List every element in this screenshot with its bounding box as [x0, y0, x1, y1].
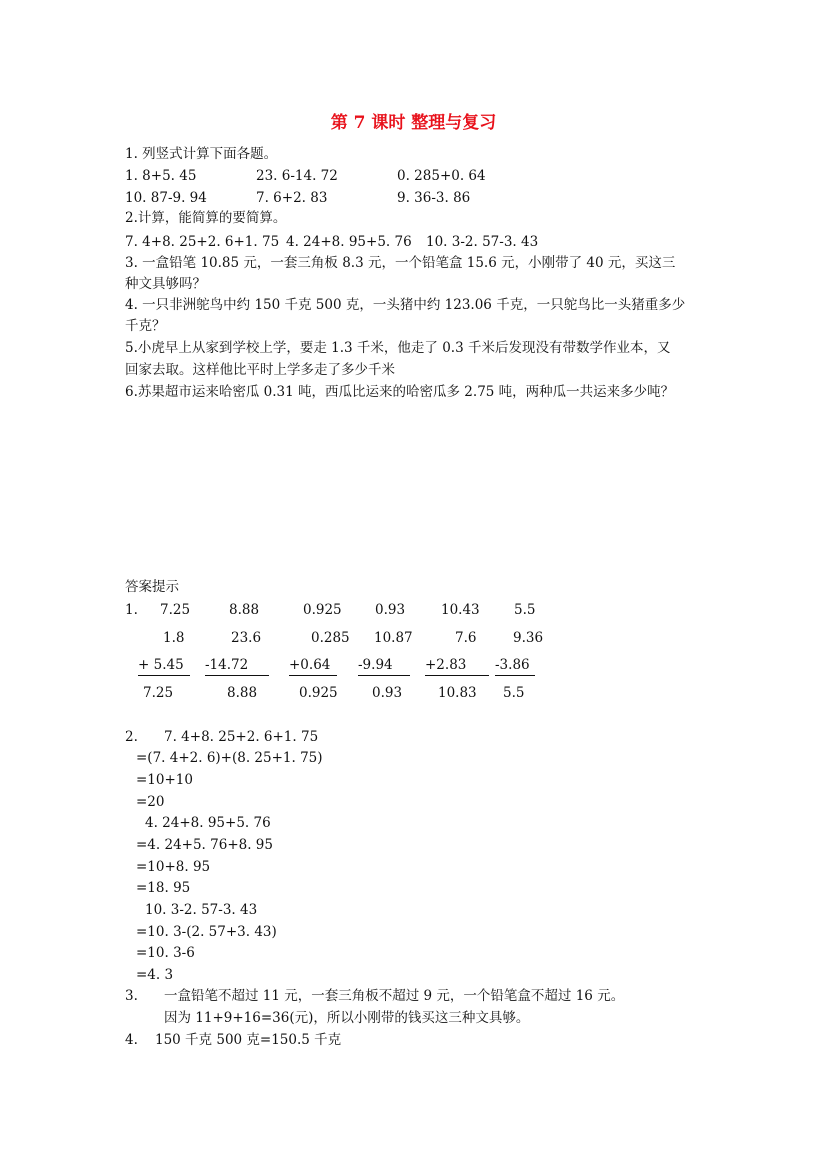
answer-1-operand: 7.6: [455, 630, 477, 646]
question-4-line-2: 千克？: [125, 318, 166, 334]
answer-1-sum: 5.5: [503, 685, 525, 701]
answer-1-result: 7.25: [160, 602, 191, 618]
answer-2-line: =20: [136, 794, 165, 810]
answer-3-label: 3.: [125, 988, 138, 1004]
answer-2-line: =(7. 4+2. 6)+(8. 25+1. 75): [136, 750, 323, 766]
answer-3-line-2: 因为 11+9+16=36(元)，所以小刚带的钱买这三种文具够。: [164, 1010, 530, 1026]
question-2-title: 2.计算，能简算的要简算。: [125, 210, 287, 226]
answer-1-result: 0.925: [303, 602, 342, 618]
question-1-title: 1. 列竖式计算下面各题。: [125, 146, 278, 162]
answer-2-line: 10. 3-2. 57-3. 43: [145, 902, 258, 918]
answer-1-operand: 23.6: [231, 630, 262, 646]
question-1-item: 9. 36-3. 86: [397, 190, 471, 206]
answer-2-line: =4. 3: [136, 967, 174, 983]
answer-2-line: 7. 4+8. 25+2. 6+1. 75: [164, 729, 319, 745]
answer-4-line-1: 150 千克 500 克=150.5 千克: [155, 1032, 342, 1048]
question-2-items: [125, 236, 685, 252]
answer-1-operator-line: -9.94: [358, 659, 410, 676]
answer-1-result: 0.93: [375, 602, 406, 618]
answer-1-label: 1.: [125, 602, 138, 618]
question-2-item: 10. 3-2. 57-3. 43: [426, 234, 539, 250]
question-1-item: 7. 6+2. 83: [256, 190, 328, 206]
answer-1-operand: 9.36: [513, 630, 544, 646]
answer-2-line: =10+10: [136, 772, 193, 788]
answer-2-label: 2.: [125, 729, 138, 745]
answer-2-line: =18. 95: [136, 880, 191, 896]
answer-1-sum: 0.925: [299, 685, 338, 701]
answer-2-line: =4. 24+5. 76+8. 95: [136, 837, 273, 853]
question-3-line-1: 3. 一盒铅笔 10.85 元，一套三角板 8.3 元，一个铅笔盒 15.6 元，小刚带了 40 元，买这三: [125, 255, 676, 271]
answer-1-operator-row: [0, 659, 827, 679]
question-5-line-1: 5.小虎早上从家到学校上学，要走 1.3 千米，他走了 0.3 千米后发现没有带数学作业本，又: [125, 340, 671, 356]
answers-heading: 答案提示: [125, 579, 179, 595]
question-2-item: 7. 4+8. 25+2. 6+1. 75: [125, 234, 280, 250]
question-3-line-2: 种文具够吗？: [125, 276, 206, 292]
answer-1-sum: 7.25: [143, 685, 174, 701]
answer-1-operator-line: +0.64: [289, 659, 337, 676]
question-1-item: 23. 6-14. 72: [256, 168, 338, 184]
answer-2-line: =10. 3-6: [136, 945, 195, 961]
answer-1-sum: 10.83: [438, 685, 477, 701]
question-5-line-2: 回家去取。这样他比平时上学多走了多少千米: [125, 362, 395, 378]
question-2-item: 4. 24+8. 95+5. 76: [286, 234, 412, 250]
answer-1-operator-line: -3.86: [495, 659, 535, 676]
answer-1-operand: 0.285: [311, 630, 350, 646]
answer-1-operator-line: -14.72: [205, 659, 269, 676]
answer-1-bottom-row: [0, 687, 827, 703]
question-1-row-2: [125, 192, 685, 208]
page-title: 第 7 课时 整理与复习: [330, 113, 497, 133]
question-1-row-1: [125, 170, 685, 186]
answer-3-line-1: 一盒铅笔不超过 11 元，一套三角板不超过 9 元，一个铅笔盒不超过 16 元。: [164, 988, 625, 1004]
answer-1-sum: 8.88: [227, 685, 258, 701]
answer-2-line: =10. 3-(2. 57+3. 43): [136, 924, 277, 940]
answer-1-result: 5.5: [514, 602, 536, 618]
answer-1-operand: 1.8: [163, 630, 185, 646]
answer-1-result: 10.43: [441, 602, 480, 618]
answer-1-operand: 10.87: [374, 630, 413, 646]
answer-1-top-row: [0, 632, 827, 648]
question-1-item: 10. 87-9. 94: [125, 190, 207, 206]
answer-1-operator-line: +2.83: [425, 659, 489, 676]
answer-1-result: 8.88: [229, 602, 260, 618]
answer-2-line: =10+8. 95: [136, 859, 211, 875]
question-6-line-1: 6.苏果超市运来哈密瓜 0.31 吨，西瓜比运来的哈密瓜多 2.75 吨，两种瓜一共运来多少吨？: [125, 384, 675, 400]
answer-1-sum: 0.93: [372, 685, 403, 701]
question-4-line-1: 4. 一只非洲鸵鸟中约 150 千克 500 克，一头猪中约 123.06 千克，一只鸵鸟比一头猪重多少: [125, 297, 686, 313]
answer-1-results-row: [0, 604, 827, 620]
question-1-item: 1. 8+5. 45: [125, 168, 197, 184]
answer-2-line: 4. 24+8. 95+5. 76: [145, 815, 271, 831]
answer-4-label: 4.: [125, 1032, 138, 1048]
question-1-item: 0. 285+0. 64: [397, 168, 486, 184]
answer-1-operator-line: + 5.45: [138, 659, 190, 676]
